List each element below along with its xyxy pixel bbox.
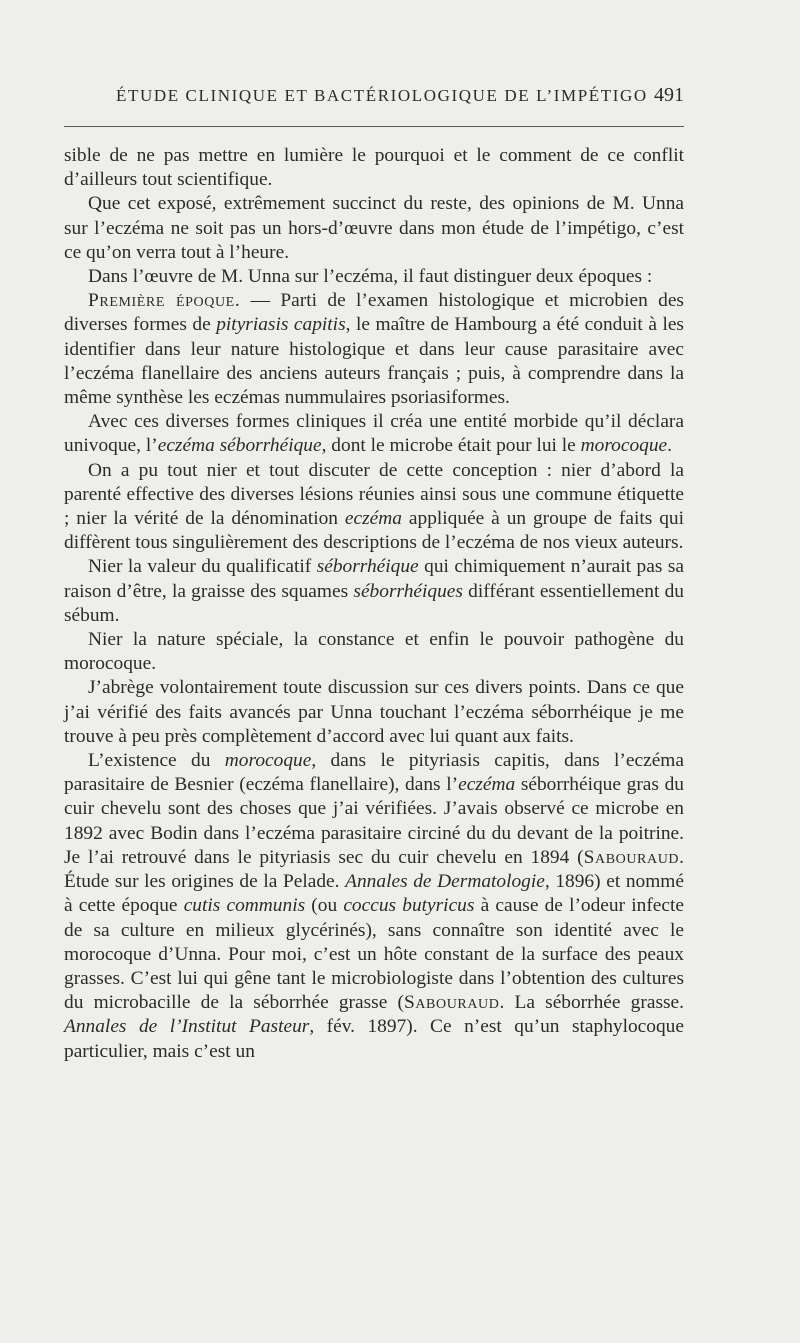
- italic-term: pityriasis capitis: [216, 314, 346, 336]
- author-name: Sabouraud: [403, 992, 500, 1014]
- page-header: [64, 86, 684, 116]
- page-number: 491: [654, 84, 684, 106]
- journal-title: Annales de l’Institut Pasteur: [64, 1016, 310, 1038]
- paragraph: [64, 192, 684, 265]
- paragraph-text: qui chimiquement n’aurait pas sa raison d’être, la graisse des squames: [64, 556, 684, 602]
- paragraph: [64, 749, 684, 1064]
- author-name: Sabouraud: [583, 846, 680, 868]
- italic-term: eczéma séborrhéique: [157, 435, 322, 457]
- paragraph-text: .: [667, 435, 673, 457]
- italic-term: morocoque: [224, 750, 312, 772]
- paragraph-text: . Étude sur les origines de la Pelade.: [64, 846, 684, 893]
- paragraph: [64, 676, 684, 749]
- paragraph-text: sible de ne pas mettre en lumière le pourquoi et le comment de ce conflit d’ailleurs tout scientifique.: [64, 145, 684, 191]
- journal-title: Annales de Dermatologie: [345, 871, 545, 893]
- paragraph-text: — Parti de l’examen histologique et microbien des diverses formes de: [64, 290, 684, 336]
- paragraph-text: . La séborrhée grasse.: [499, 992, 684, 1014]
- section-lead: Première époque.: [88, 290, 241, 312]
- italic-term: séborrhéique: [316, 556, 419, 578]
- paragraph-text: Avec ces diverses formes cliniques il créa une entité morbide qu’il déclara univoque, l’: [64, 411, 684, 457]
- paragraph: [64, 459, 684, 556]
- paragraph-text: appliquée à un groupe de faits qui diffèrent tous singulièrement des descriptions de l’eczéma de nos vieux auteurs.: [64, 508, 684, 554]
- paragraph-text: , dans le pityriasis capitis, dans l’eczéma parasitaire de Besnier (eczéma flanellaire), dans l’: [64, 750, 684, 796]
- paragraph-text: Nier la valeur du qualificatif: [88, 556, 317, 578]
- italic-term: eczéma: [458, 774, 516, 796]
- paragraph-text: J’abrège volontairement toute discussion sur ces divers points. Dans ce que j’ai vérifié des faits avancés par Unna touchant l’eczéma séborrhéique je me trouve à peu près complètement d’accord avec lui quant aux faits.: [64, 677, 684, 747]
- paragraph: [64, 555, 684, 628]
- paragraph-text: séborrhéique gras du cuir chevelu sont des choses que j’ai vérifiées. J’avais observé ce microbe en 1892 avec Bodin dans l’eczéma parasitaire circiné du du devant de la poitrine. Je l’ai retrouvé dans le pityriasis sec du cuir chevelu en 1894 (: [64, 774, 684, 868]
- paragraph-text: différant essentiellement du sébum.: [64, 580, 685, 626]
- paragraph-text: (ou: [305, 895, 344, 917]
- body-text: [64, 144, 684, 1064]
- paragraph-text: , fév. 1897). Ce n’est qu’un staphylocoque particulier, mais c’est un: [64, 1016, 684, 1062]
- italic-term: séborrhéiques: [353, 580, 463, 602]
- paragraph-text: On a pu tout nier et tout discuter de cette conception : nier d’abord la parenté effective des diverses lésions réunies ainsi sous une commune étiquette ; nier la vérité de la dénomination: [64, 459, 684, 530]
- paragraph: [64, 265, 684, 289]
- paragraph: [64, 144, 684, 192]
- italic-term: eczéma: [344, 508, 402, 530]
- paragraph-text: Nier la nature spéciale, la constance et enfin le pouvoir pathogène du morocoque.: [64, 629, 684, 675]
- paragraph-text: Dans l’œuvre de M. Unna sur l’eczéma, il faut distinguer deux époques :: [88, 266, 653, 288]
- paragraph-text: L’existence du: [88, 750, 225, 772]
- paragraph-text: , le maître de Hambourg a été conduit à les identifier dans leur nature histologique et dans leur cause parasitaire avec l’eczéma flanellaire des anciens auteurs français ; puis, à comprendre dans la même synthèse les eczémas nummulaires psoriasiformes.: [64, 314, 684, 409]
- header-rule: [64, 126, 684, 127]
- paragraph-text: , dont le microbe était pour lui le: [321, 435, 581, 457]
- paragraph-text: à cause de l’odeur infecte de sa culture en milieux glycérinés), sans connaître son identité avec le morocoque d’Unna. Pour moi, c’est un hôte constant de la surface des peaux grasses. C’est lui qui gêne tant le microbiologiste dans l’obtention des cultures du microbacille de la séborrhée grasse (: [64, 895, 684, 1014]
- paragraph: [64, 410, 684, 458]
- italic-term: morocoque: [580, 435, 668, 457]
- paragraph-text: Que cet exposé, extrêmement succinct du reste, des opinions de M. Unna sur l’eczéma ne soit pas un hors-d’œuvre dans mon étude de l’impétigo, c’est ce qu’on verra tout à l’heure.: [64, 193, 684, 263]
- paragraph: [64, 628, 684, 676]
- italic-term: coccus butyricus: [343, 895, 475, 917]
- paragraph-text: , 1896) et nommé à cette époque: [64, 871, 684, 917]
- italic-term: cutis communis: [183, 895, 306, 917]
- paragraph: [64, 289, 684, 410]
- running-title: ÉTUDE CLINIQUE ET BACTÉRIOLOGIQUE DE L’IMPÉTIGO: [116, 86, 648, 105]
